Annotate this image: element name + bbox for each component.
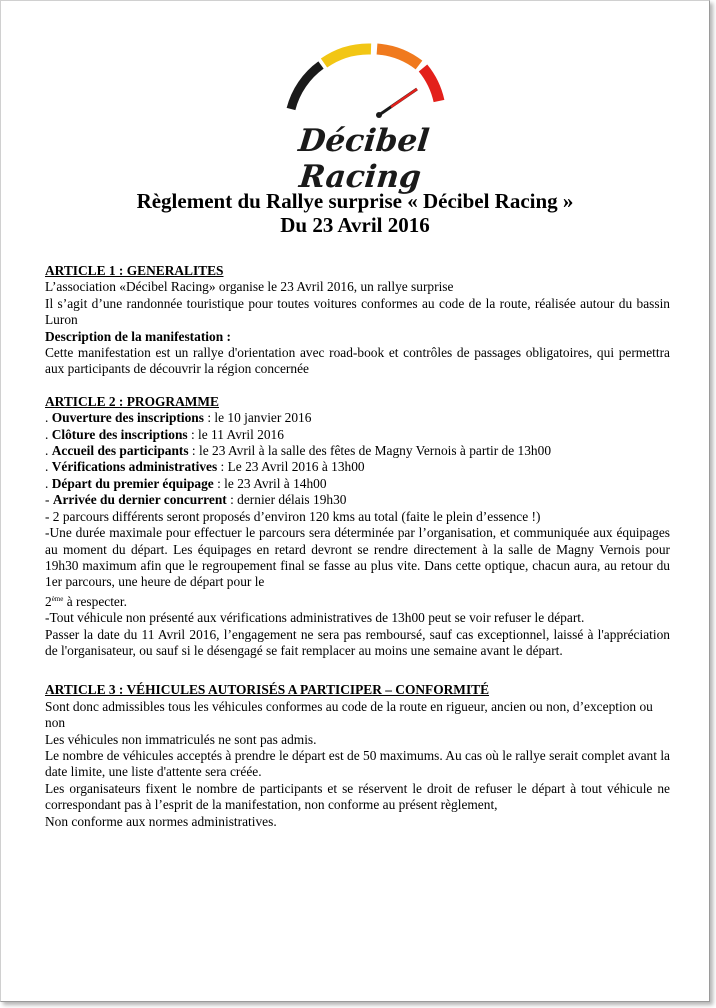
program-item-value: : le 23 Avril à 14h00 xyxy=(213,475,327,491)
article-2-paragraph: -Tout véhicule non présenté aux vérifications administratives de 13h00 peut se voir refuser le départ. xyxy=(45,610,585,626)
program-item-label: Ouverture des inscriptions xyxy=(51,410,204,426)
program-item-label: Départ du premier équipage xyxy=(51,475,214,491)
article-1-subheading: Description de la manifestation : xyxy=(45,328,231,344)
program-item-value: : le 23 Avril à la salle des fêtes de Magny Vernois à partir de 13h00 xyxy=(188,443,552,459)
program-item-value: : le 11 Avril 2016 xyxy=(187,426,284,442)
title-line-1: Règlement du Rallye surprise « Décibel Racing » xyxy=(136,189,574,213)
program-item: . Ouverture des inscriptions : le 10 janvier 2016 xyxy=(45,410,312,426)
document-title xyxy=(1,189,709,237)
article-2-paragraph: -Une durée maximale pour effectuer le parcours sera déterminée par l’organisation, et communiquée aux équipages au moment du départ. Les équipages en retard devront se rendre directement à la salle de Magny Vernois pour 19h30 maximum afin que le regroupement final se fasse au plus vite. Dans cette optique, chacun aura, au retour du 1er parcours, une heure de départ pour le xyxy=(45,525,670,590)
program-item: . Clôture des inscriptions : le 11 Avril 2016 xyxy=(45,426,284,442)
article-1-paragraph: Il s’agit d’une randonnée touristique pour toutes voitures conformes au code de la route, réalisée autour du bassin Luron xyxy=(45,295,670,328)
article-2-paragraph: - 2 parcours différents seront proposés d’environ 120 kms au total (faite le plein d’essence !) xyxy=(45,508,541,524)
program-item-value: : Le 23 Avril 2016 à 13h00 xyxy=(217,459,365,475)
article-3-heading: ARTICLE 3 : VÉHICULES AUTORISÉS A PARTICIPER – CONFORMITÉ xyxy=(45,682,490,698)
logo-brand-text: Décibel Racing xyxy=(296,123,432,195)
article-1-paragraph: L’association «Décibel Racing» organise le 23 Avril 2016, un rallye surprise xyxy=(45,279,454,295)
program-item-value: : dernier délais 19h30 xyxy=(226,492,347,508)
program-item: . Accueil des participants : le 23 Avril à la salle des fêtes de Magny Vernois à partir de 13h00 xyxy=(45,443,552,459)
article-3-paragraph: Les véhicules non immatriculés ne sont pas admis. xyxy=(45,731,317,747)
article-2-paragraph: Passer la date du 11 Avril 2016, l’engagement ne sera pas remboursé, sauf cas exceptionnel, laissé à l'appréciation de l'organisateur, ou sauf si le désengagé se fait remplacer au moins une semaine avant le départ. xyxy=(45,626,670,658)
title-line-2: Du 23 Avril 2016 xyxy=(280,213,430,237)
program-item: . Vérifications administratives : Le 23 Avril 2016 à 13h00 xyxy=(45,459,365,475)
speedometer-gauge-icon xyxy=(259,39,459,129)
article-2-paragraph: 2ème à respecter. xyxy=(45,593,127,609)
program-item-label: Clôture des inscriptions xyxy=(51,426,188,442)
program-item-label: Accueil des participants xyxy=(51,443,189,459)
document-body xyxy=(45,263,670,830)
program-item: . Départ du premier équipage : le 23 Avril à 14h00 xyxy=(45,475,327,491)
program-item-value: : le 10 janvier 2016 xyxy=(203,410,312,426)
article-3-paragraph: Non conforme aux normes administratives. xyxy=(45,813,277,829)
article-2-heading: ARTICLE 2 : PROGRAMME xyxy=(45,393,219,409)
program-item-label: Arrivée du dernier concurrent xyxy=(52,492,227,508)
decibel-racing-logo xyxy=(259,39,459,195)
article-3-paragraph: Le nombre de véhicules acceptés à prendre le départ est de 50 maximums. Au cas où le rallye serait complet avant la date limite, une liste d'attente sera créée. xyxy=(45,747,670,780)
program-item: - Arrivée du dernier concurrent : dernier délais 19h30 xyxy=(45,492,347,508)
article-1-paragraph: Cette manifestation est un rallye d'orientation avec road-book et contrôles de passages obligatoires, qui permettra aux participants de découvrir la région concernée xyxy=(45,345,670,377)
article-3-paragraph: Les organisateurs fixent le nombre de participants et se réservent le droit de refuser le départ à tout véhicule ne correspondant pas à l’esprit de la manifestation, non conforme au présent règlement, xyxy=(45,780,670,813)
article-3-paragraph: Sont donc admissibles tous les véhicules conformes au code de la route en rigueur, ancien ou non, d’exception ou non xyxy=(45,698,653,731)
program-item-label: Vérifications administratives xyxy=(51,459,218,475)
article-1-heading: ARTICLE 1 : GENERALITES xyxy=(45,263,224,278)
